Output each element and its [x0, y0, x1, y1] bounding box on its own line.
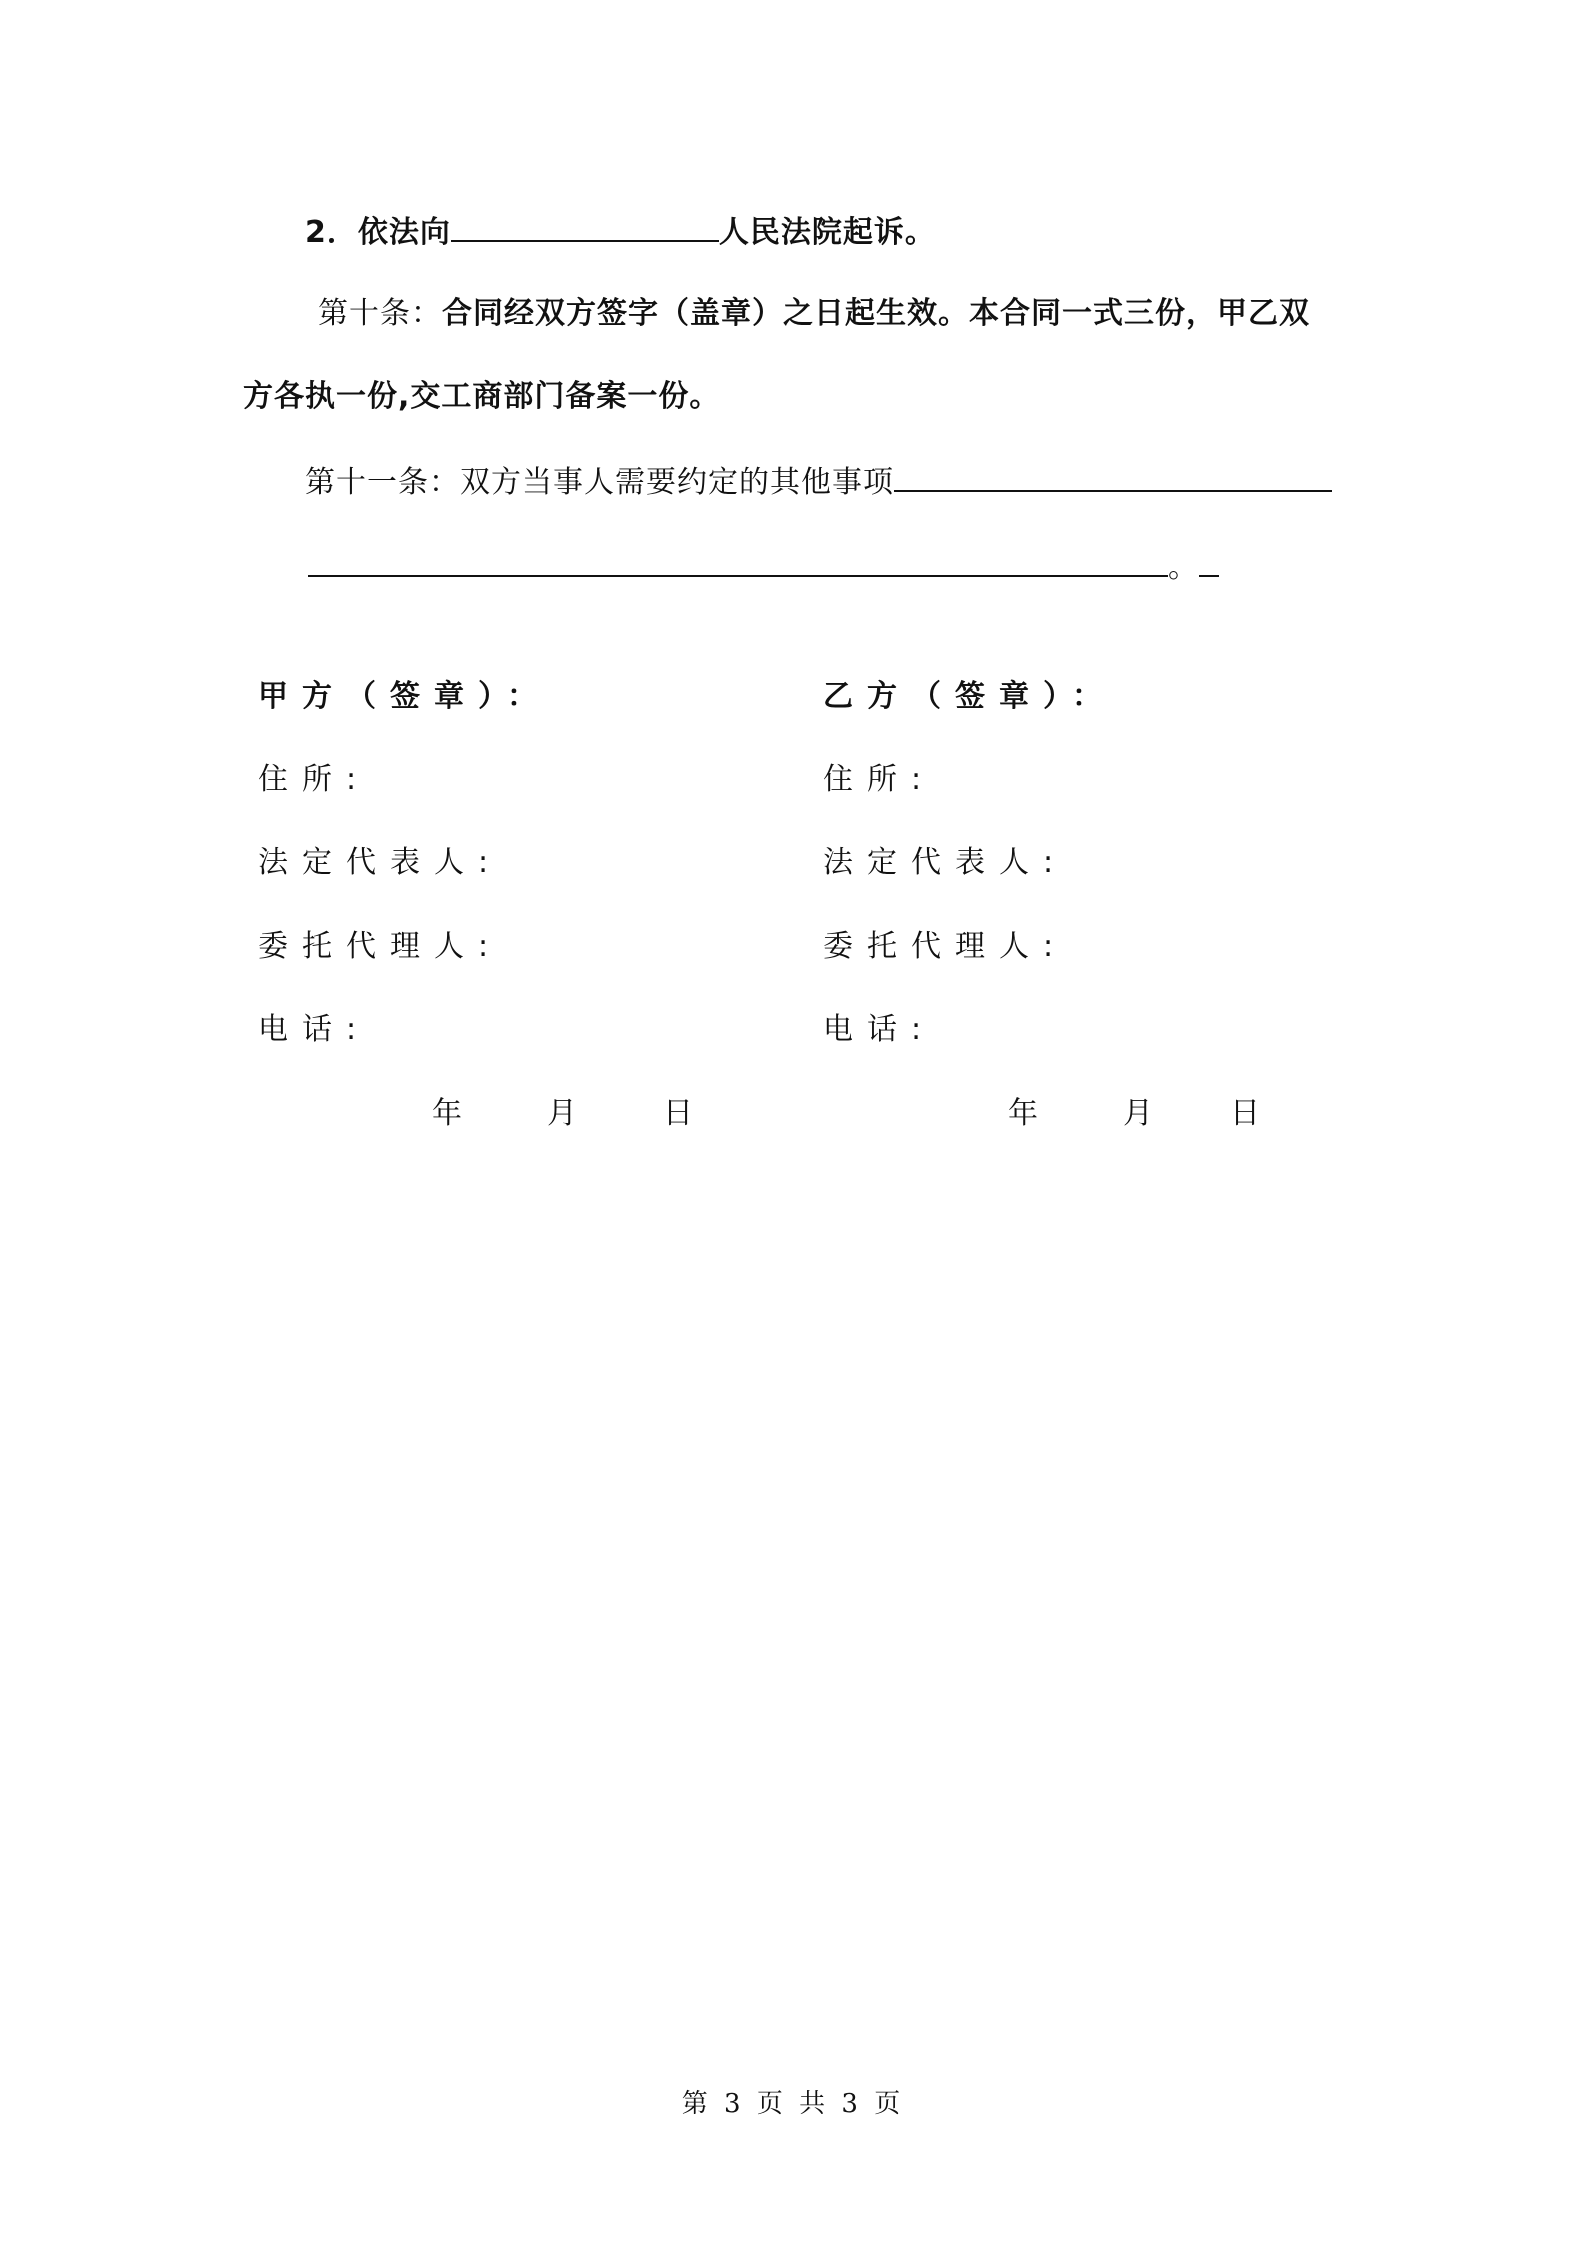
- party-b-year: 年: [1008, 1096, 1038, 1131]
- party-a-title: 甲方（签章）：: [258, 679, 551, 714]
- party-b-month: 月: [1123, 1096, 1153, 1131]
- party-a-month: 月: [547, 1096, 577, 1131]
- clause-9-item-2-suffix: 人民法院起诉。: [718, 215, 936, 250]
- clause-11-blank-2: [308, 545, 1168, 577]
- clause-11-blank-1: [894, 460, 1332, 492]
- party-b-address: 住所:: [823, 762, 936, 797]
- clause-11-line-1: [305, 460, 1332, 503]
- party-a-address: 住所:: [258, 762, 371, 797]
- party-a-agent: 委托代理人:: [258, 929, 503, 964]
- party-b-agent: 委托代理人:: [823, 929, 1068, 964]
- clause-11-end: 。: [1168, 550, 1199, 585]
- clause-11-label: 第十一条：: [305, 465, 460, 500]
- clause-11-blank-tail: [1199, 545, 1219, 577]
- clause-9-item-2: [305, 210, 936, 253]
- party-b-day: 日: [1230, 1096, 1260, 1131]
- clause-10-line-2: 方各执一份,交工商部门备案一份。: [243, 379, 721, 414]
- party-a-phone: 电话:: [258, 1012, 371, 1047]
- clause-11-text: 双方当事人需要约定的其他事项: [460, 465, 894, 500]
- clause-10-line-1: [318, 294, 1310, 334]
- party-b-phone: 电话:: [823, 1012, 936, 1047]
- party-b-legal-rep: 法定代表人:: [823, 845, 1068, 880]
- party-b-title: 乙方（签章）：: [823, 679, 1116, 714]
- clause-11-line-2: [308, 545, 1219, 588]
- clause-10-text: 合同经双方签字（盖章）之日起生效。本合同一式三份，甲乙双: [442, 296, 1310, 331]
- clause-9-item-2-prefix: 2．依法向: [305, 215, 451, 250]
- party-a-legal-rep: 法定代表人:: [258, 845, 503, 880]
- clause-10-label: 第十条：: [318, 296, 442, 331]
- page-footer: 第 3 页 共 3 页: [681, 2089, 905, 2119]
- party-a-day: 日: [663, 1096, 693, 1131]
- court-name-blank: [451, 210, 719, 242]
- party-a-year: 年: [432, 1096, 462, 1131]
